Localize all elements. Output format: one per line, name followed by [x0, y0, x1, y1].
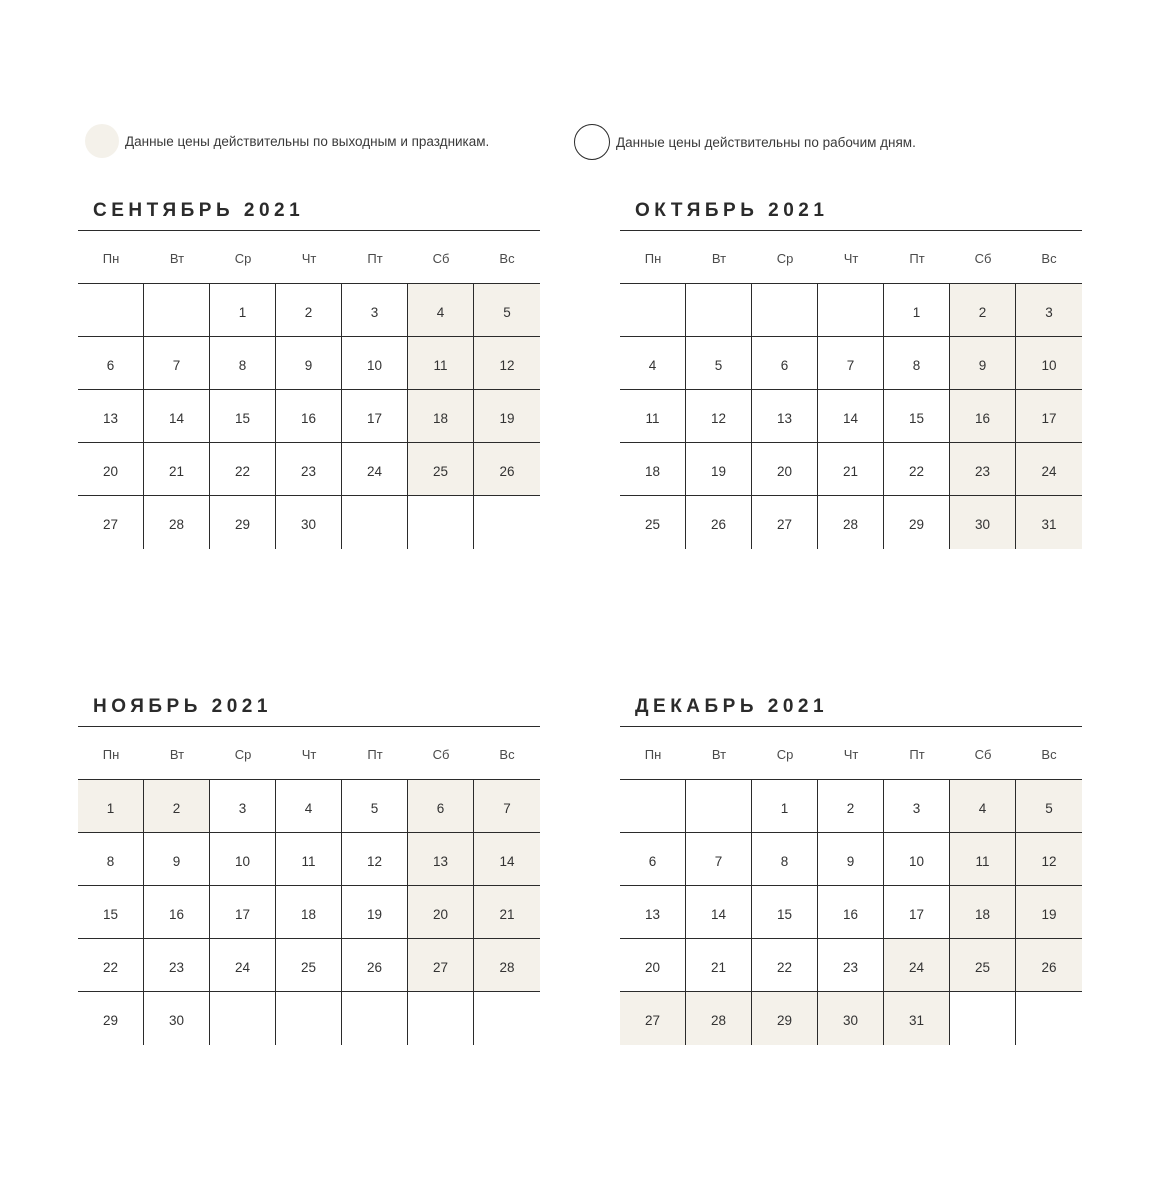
month-title: ДЕКАБРЬ 2021: [635, 696, 829, 717]
week-row: [620, 992, 1082, 1045]
weekday-label: Вс: [1041, 747, 1057, 762]
day-cell: 28: [144, 496, 210, 549]
day-cell: 12: [686, 390, 752, 443]
day-cell: 20: [620, 939, 686, 992]
day-cell: 3: [884, 780, 950, 833]
empty-day-cell: [818, 284, 884, 337]
day-cell: 30: [818, 992, 884, 1045]
day-cell: 5: [686, 337, 752, 390]
day-cell: 2: [818, 780, 884, 833]
day-cell: 15: [884, 390, 950, 443]
day-cell: 27: [752, 496, 818, 549]
legend-weekend: [85, 124, 489, 158]
day-cell: 25: [950, 939, 1016, 992]
day-cell: 1: [210, 284, 276, 337]
day-cell: 15: [210, 390, 276, 443]
weekday-label: Пт: [909, 747, 925, 762]
day-cell: 18: [276, 886, 342, 939]
weekday-label: Ср: [234, 251, 252, 266]
day-cell: 30: [276, 496, 342, 549]
calendar-grid: [78, 230, 540, 549]
day-cell: 1: [752, 780, 818, 833]
week-row: [78, 443, 540, 496]
weekday-label: Вт: [711, 251, 727, 266]
week-row: [78, 939, 540, 992]
day-cell: 6: [78, 337, 144, 390]
weekday-label: Вс: [499, 747, 515, 762]
week-row: [620, 886, 1082, 939]
day-cell: 13: [78, 390, 144, 443]
empty-day-cell: [474, 496, 540, 549]
day-cell: 26: [1016, 939, 1082, 992]
day-cell: 9: [144, 833, 210, 886]
day-cell: 25: [620, 496, 686, 549]
day-cell: 9: [950, 337, 1016, 390]
day-cell: 4: [950, 780, 1016, 833]
week-row: [620, 833, 1082, 886]
day-cell: 11: [950, 833, 1016, 886]
day-cell: 30: [144, 992, 210, 1045]
day-cell: 21: [474, 886, 540, 939]
week-row: [620, 284, 1082, 337]
weekday-label: Пт: [909, 251, 925, 266]
day-cell: 24: [210, 939, 276, 992]
day-cell: 20: [408, 886, 474, 939]
weekday-label: Чт: [301, 747, 317, 762]
weekday-label: Чт: [843, 747, 859, 762]
day-cell: 10: [210, 833, 276, 886]
empty-day-cell: [620, 284, 686, 337]
legend-weekend-text: Данные цены действительны по выходным и праздникам.: [125, 133, 490, 149]
day-cell: 8: [884, 337, 950, 390]
day-cell: 22: [884, 443, 950, 496]
day-cell: 9: [276, 337, 342, 390]
weekday-label: Пн: [102, 251, 120, 266]
day-cell: 2: [950, 284, 1016, 337]
day-cell: 24: [1016, 443, 1082, 496]
day-cell: 21: [818, 443, 884, 496]
weekday-label: Сб: [432, 747, 450, 762]
day-cell: 23: [144, 939, 210, 992]
day-cell: 29: [884, 496, 950, 549]
empty-day-cell: [408, 496, 474, 549]
calendar-grid: [620, 230, 1082, 549]
day-cell: 29: [210, 496, 276, 549]
empty-day-cell: [620, 780, 686, 833]
day-cell: 18: [620, 443, 686, 496]
weekday-header-row: [78, 727, 540, 780]
day-cell: 21: [686, 939, 752, 992]
day-cell: 17: [210, 886, 276, 939]
week-row: [78, 496, 540, 549]
week-row: [78, 390, 540, 443]
month-november: [78, 696, 540, 1045]
week-row: [78, 780, 540, 833]
day-cell: 18: [950, 886, 1016, 939]
day-cell: 19: [474, 390, 540, 443]
empty-day-cell: [474, 992, 540, 1045]
day-cell: 22: [752, 939, 818, 992]
day-cell: 4: [276, 780, 342, 833]
day-cell: 14: [474, 833, 540, 886]
day-cell: 3: [1016, 284, 1082, 337]
day-cell: 29: [78, 992, 144, 1045]
day-cell: 5: [474, 284, 540, 337]
day-cell: 11: [408, 337, 474, 390]
day-cell: 17: [884, 886, 950, 939]
day-cell: 6: [620, 833, 686, 886]
weekday-label: Сб: [432, 251, 450, 266]
day-cell: 10: [342, 337, 408, 390]
day-cell: 9: [818, 833, 884, 886]
empty-day-cell: [276, 992, 342, 1045]
day-cell: 24: [884, 939, 950, 992]
day-cell: 19: [1016, 886, 1082, 939]
day-cell: 23: [950, 443, 1016, 496]
shaded-circle-icon: [85, 124, 119, 158]
day-cell: 7: [818, 337, 884, 390]
day-cell: 10: [1016, 337, 1082, 390]
weekday-label: Вт: [711, 747, 727, 762]
day-cell: 6: [408, 780, 474, 833]
day-cell: 14: [818, 390, 884, 443]
day-cell: 5: [1016, 780, 1082, 833]
weekday-label: Вс: [1041, 251, 1057, 266]
day-cell: 14: [686, 886, 752, 939]
day-cell: 11: [620, 390, 686, 443]
week-row: [620, 496, 1082, 549]
week-row: [78, 337, 540, 390]
week-row: [78, 992, 540, 1045]
day-cell: 20: [752, 443, 818, 496]
day-cell: 7: [686, 833, 752, 886]
day-cell: 8: [210, 337, 276, 390]
weekday-label: Пт: [367, 251, 383, 266]
day-cell: 19: [342, 886, 408, 939]
day-cell: 12: [1016, 833, 1082, 886]
day-cell: 16: [950, 390, 1016, 443]
day-cell: 16: [144, 886, 210, 939]
day-cell: 12: [474, 337, 540, 390]
weekday-label: Пн: [644, 251, 662, 266]
week-row: [78, 886, 540, 939]
week-row: [620, 337, 1082, 390]
week-row: [620, 939, 1082, 992]
day-cell: 31: [1016, 496, 1082, 549]
day-cell: 25: [408, 443, 474, 496]
weekday-label: Вт: [169, 747, 185, 762]
day-cell: 20: [78, 443, 144, 496]
weekday-label: Ср: [234, 747, 252, 762]
empty-day-cell: [342, 496, 408, 549]
day-cell: 3: [210, 780, 276, 833]
day-cell: 16: [276, 390, 342, 443]
weekday-label: Вс: [499, 251, 515, 266]
day-cell: 7: [144, 337, 210, 390]
day-cell: 3: [342, 284, 408, 337]
month-title: ОКТЯБРЬ 2021: [635, 200, 829, 221]
day-cell: 18: [408, 390, 474, 443]
empty-day-cell: [1016, 992, 1082, 1045]
day-cell: 11: [276, 833, 342, 886]
day-cell: 15: [78, 886, 144, 939]
month-october: [620, 200, 1082, 549]
weekday-label: Пн: [644, 747, 662, 762]
day-cell: 8: [78, 833, 144, 886]
week-row: [620, 780, 1082, 833]
day-cell: 26: [342, 939, 408, 992]
day-cell: 29: [752, 992, 818, 1045]
day-cell: 16: [818, 886, 884, 939]
day-cell: 4: [620, 337, 686, 390]
day-cell: 24: [342, 443, 408, 496]
empty-day-cell: [408, 992, 474, 1045]
day-cell: 23: [818, 939, 884, 992]
day-cell: 1: [884, 284, 950, 337]
day-cell: 8: [752, 833, 818, 886]
empty-day-cell: [686, 780, 752, 833]
day-cell: 22: [210, 443, 276, 496]
empty-day-cell: [686, 284, 752, 337]
day-cell: 13: [408, 833, 474, 886]
weekday-label: Ср: [776, 747, 794, 762]
day-cell: 2: [144, 780, 210, 833]
day-cell: 22: [78, 939, 144, 992]
week-row: [620, 390, 1082, 443]
day-cell: 23: [276, 443, 342, 496]
day-cell: 7: [474, 780, 540, 833]
day-cell: 28: [818, 496, 884, 549]
day-cell: 21: [144, 443, 210, 496]
day-cell: 17: [342, 390, 408, 443]
day-cell: 10: [884, 833, 950, 886]
day-cell: 5: [342, 780, 408, 833]
week-row: [78, 284, 540, 337]
month-title: СЕНТЯБРЬ 2021: [93, 200, 305, 221]
day-cell: 28: [686, 992, 752, 1045]
month-september: [78, 200, 540, 549]
day-cell: 19: [686, 443, 752, 496]
day-cell: 25: [276, 939, 342, 992]
day-cell: 2: [276, 284, 342, 337]
weekday-label: Ср: [776, 251, 794, 266]
empty-day-cell: [144, 284, 210, 337]
day-cell: 31: [884, 992, 950, 1045]
month-title: НОЯБРЬ 2021: [93, 696, 272, 717]
weekday-header-row: [78, 231, 540, 284]
day-cell: 26: [474, 443, 540, 496]
calendar-grid: [620, 726, 1082, 1045]
weekday-header-row: [620, 231, 1082, 284]
weekday-label: Пт: [367, 747, 383, 762]
empty-day-cell: [78, 284, 144, 337]
day-cell: 12: [342, 833, 408, 886]
week-row: [620, 443, 1082, 496]
day-cell: 14: [144, 390, 210, 443]
day-cell: 27: [620, 992, 686, 1045]
day-cell: 26: [686, 496, 752, 549]
calendar-grid: [78, 726, 540, 1045]
day-cell: 30: [950, 496, 1016, 549]
day-cell: 4: [408, 284, 474, 337]
day-cell: 1: [78, 780, 144, 833]
day-cell: 17: [1016, 390, 1082, 443]
weekday-header-row: [620, 727, 1082, 780]
day-cell: 27: [78, 496, 144, 549]
outline-circle-icon: [574, 124, 610, 160]
weekday-label: Сб: [974, 251, 992, 266]
day-cell: 13: [752, 390, 818, 443]
weekday-label: Чт: [843, 251, 859, 266]
legend-weekday-text: Данные цены действительны по рабочим дням.: [616, 134, 916, 150]
weekday-label: Вт: [169, 251, 185, 266]
empty-day-cell: [950, 992, 1016, 1045]
empty-day-cell: [210, 992, 276, 1045]
month-december: [620, 696, 1082, 1045]
day-cell: 15: [752, 886, 818, 939]
empty-day-cell: [342, 992, 408, 1045]
day-cell: 27: [408, 939, 474, 992]
weekday-label: Чт: [301, 251, 317, 266]
day-cell: 6: [752, 337, 818, 390]
weekday-label: Сб: [974, 747, 992, 762]
day-cell: 13: [620, 886, 686, 939]
empty-day-cell: [752, 284, 818, 337]
weekday-label: Пн: [102, 747, 120, 762]
legend-weekday: [574, 124, 916, 160]
week-row: [78, 833, 540, 886]
day-cell: 28: [474, 939, 540, 992]
